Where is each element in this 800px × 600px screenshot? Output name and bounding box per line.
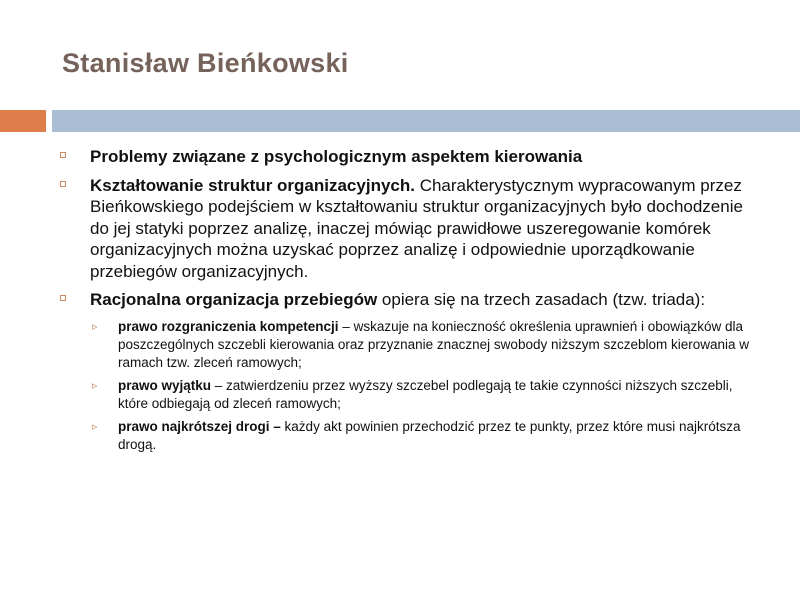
item-lead: Racjonalna organizacja przebiegów [90, 290, 378, 309]
subitem-lead: prawo najkrótszej drogi – [118, 418, 281, 434]
triangle-bullet-icon: ▹ [92, 379, 98, 392]
bullet-item-psychology [60, 146, 765, 168]
bullet-item-processes [60, 289, 765, 311]
subitem-competence [60, 318, 765, 372]
square-bullet-icon [60, 295, 66, 301]
bullet-item-structures [60, 175, 765, 283]
triangle-bullet-icon: ▹ [92, 420, 98, 433]
title-accent-band [0, 110, 46, 132]
slide-title: Stanisław Bieńkowski [62, 48, 349, 78]
item-text: Charakterystycznym wypracowanym przez Bieńkowskiego podejściem w kształtowaniu struktur organizacyjnych było dochodzenie do jej statyki poprzez analizę, inaczej mówiąc prawidłowe uszeregowanie komórek organizacyjnych można uzyskać poprzez analizę i odpowiednie uporządkowanie przebiegów organizacyjnych. [90, 175, 743, 281]
square-bullet-icon [60, 152, 66, 158]
title-divider-band [52, 110, 800, 132]
subitem-shortest-path [60, 418, 765, 454]
item-lead: Kształtowanie struktur organizacyjnych. [90, 175, 415, 195]
subitem-text: – wskazuje na konieczność określenia uprawnień i obowiązków dla poszczególnych szczebli kierowania oraz przyznanie znacznej swobody niższym szczeblom kierowania w ramach tzw. zleceń ramowych; [118, 318, 750, 370]
triangle-bullet-icon: ▹ [92, 320, 98, 333]
subitem-lead: prawo wyjątku [118, 377, 212, 393]
subitem-exception [60, 377, 765, 413]
item-text: opiera się na trzech zasadach (tzw. triada): [377, 290, 706, 309]
subitem-text: każdy akt powinien przechodzić przez te punkty, przez które musi najkrótsza drogą. [118, 418, 741, 452]
subitem-lead: prawo rozgraniczenia kompetencji [118, 318, 339, 334]
content-area [60, 146, 765, 459]
item-lead: Problemy związane z psychologicznym aspektem kierowania [90, 147, 583, 166]
square-bullet-icon [60, 181, 66, 187]
subitem-text: – zatwierdzeniu przez wyższy szczebel podlegają te takie czynności niższych szczebli, które odbiegają od zleceń ramowych; [118, 377, 733, 411]
